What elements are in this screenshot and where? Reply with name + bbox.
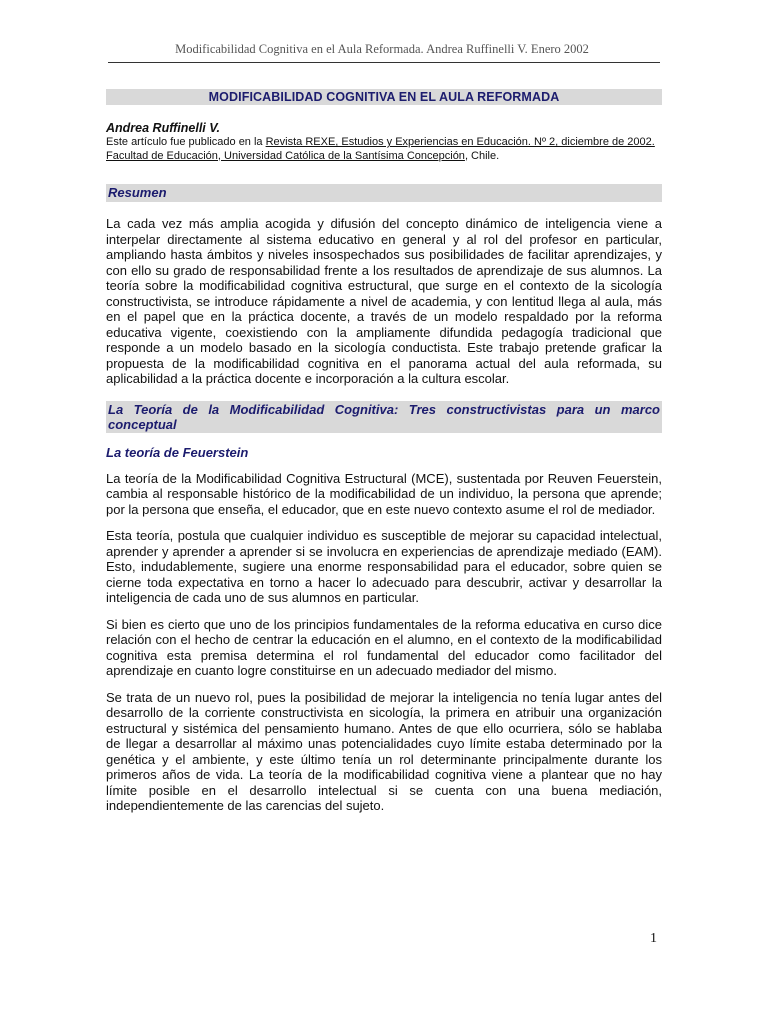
header-rule xyxy=(108,62,660,63)
subheading-feuerstein: La teoría de Feuerstein xyxy=(106,444,249,460)
section-heading-teoria: La Teoría de la Modificabilidad Cognitiva: Tres constructivistas para un marco conceptual xyxy=(108,401,660,432)
publication-note-suffix: , Chile. xyxy=(464,149,500,162)
publication-source-link[interactable]: Revista REXE, Estudios y Experiencias en Educación. Nº 2, diciembre de 2002. Facultad de Educación, Universidad Católica de la Santísima Concepción xyxy=(106,136,655,162)
body-paragraph: La teoría de la Modificabilidad Cognitiva Estructural (MCE), sustentada por Reuven Feuerstein, cambia al responsable histórico de la modificabilidad de un individuo, la persona que aprende; por la persona que enseña, el educador, que en este nuevo contexto asume el rol de mediador. xyxy=(106,470,662,517)
section-heading-resumen: Resumen xyxy=(106,184,662,202)
body-paragraph: Si bien es cierto que uno de los principios fundamentales de la reforma educativa en curso dice relación con el hecho de centrar la educación en el alumno, en el contexto de la modificabilidad cognitiva esta premisa determina el rol fundamental del educador como facilitador del aprendizaje en cuanto logre constituirse en un adecuado mediador del mismo. xyxy=(106,616,662,678)
running-header: Modificabilidad Cognitiva en el Aula Reformada. Andrea Ruffinelli V. Enero 2002 xyxy=(175,42,589,56)
publication-note xyxy=(106,136,662,163)
body-paragraph: Esta teoría, postula que cualquier individuo es susceptible de mejorar su capacidad intelectual, aprender y aprender a aprender si se involucra en experiencias de aprendizaje mediado (EAM). Esto, indudablemente, sugiere una enorme responsabilidad para el educador, sobre quien se cierne toda expectativa en torno a hacer lo adecuado para descubrir, activar y desarrollar la inteligencia de cada uno de sus alumnos en particular. xyxy=(106,528,662,605)
body-paragraph: Se trata de un nuevo rol, pues la posibilidad de mejorar la inteligencia no tenía lugar antes del desarrollo de la corriente constructivista en sicología, la primera en atribuir una organización estructural y sistémica del pensamiento humano. Antes de que ello ocurriera, sólo se hablaba de llegar a desarrollar al máximo unas potencialidades cuyo límite estaba determinado por la genética y el ambiente, y este último tenía un rol determinante principalmente durante los primeros años de vida. La teoría de la modificabilidad cognitiva viene a plantear que no hay límite posible en el desarrollo intelectual si se cuenta con una buena mediación, independientemente de las carencias del sujeto. xyxy=(106,689,662,813)
page-number: 1 xyxy=(650,931,657,946)
page-content xyxy=(106,89,662,814)
publication-note-prefix: Este artículo fue publicado en la xyxy=(106,136,266,148)
article-title: MODIFICABILIDAD COGNITIVA EN EL AULA REFORMADA xyxy=(106,89,662,105)
abstract-paragraph: La cada vez más amplia acogida y difusión del concepto dinámico de inteligencia viene a interpelar directamente al sistema educativo en general y al rol del profesor en particular, ampliando hasta ámbitos y niveles insospechados sus posibilidades de facilitar aprendizajes, y con ello su grado de responsabilidad frente a los resultados de aprendizaje de sus alumnos. La teoría sobre la modificabilidad cognitiva estructural, que surge en el contexto de la sicología constructivista, se introduce rápidamente a nivel de academia, y con lentitud llega al aula, más en el papel que en la práctica docente, a través de un modelo respaldado por la reforma educativa vigente, coexistiendo con la ampliamente difundida pedagogía tradicional que responde a un modelo basado en la sicología conductista. Este trabajo pretende graficar la propuesta de la modificabilidad cognitiva en el panorama actual del aula reformada, su aplicabilidad a la práctica docente e incorporación a la cultura escolar. xyxy=(106,216,662,386)
author-name: Andrea Ruffinelli V. xyxy=(106,121,220,135)
